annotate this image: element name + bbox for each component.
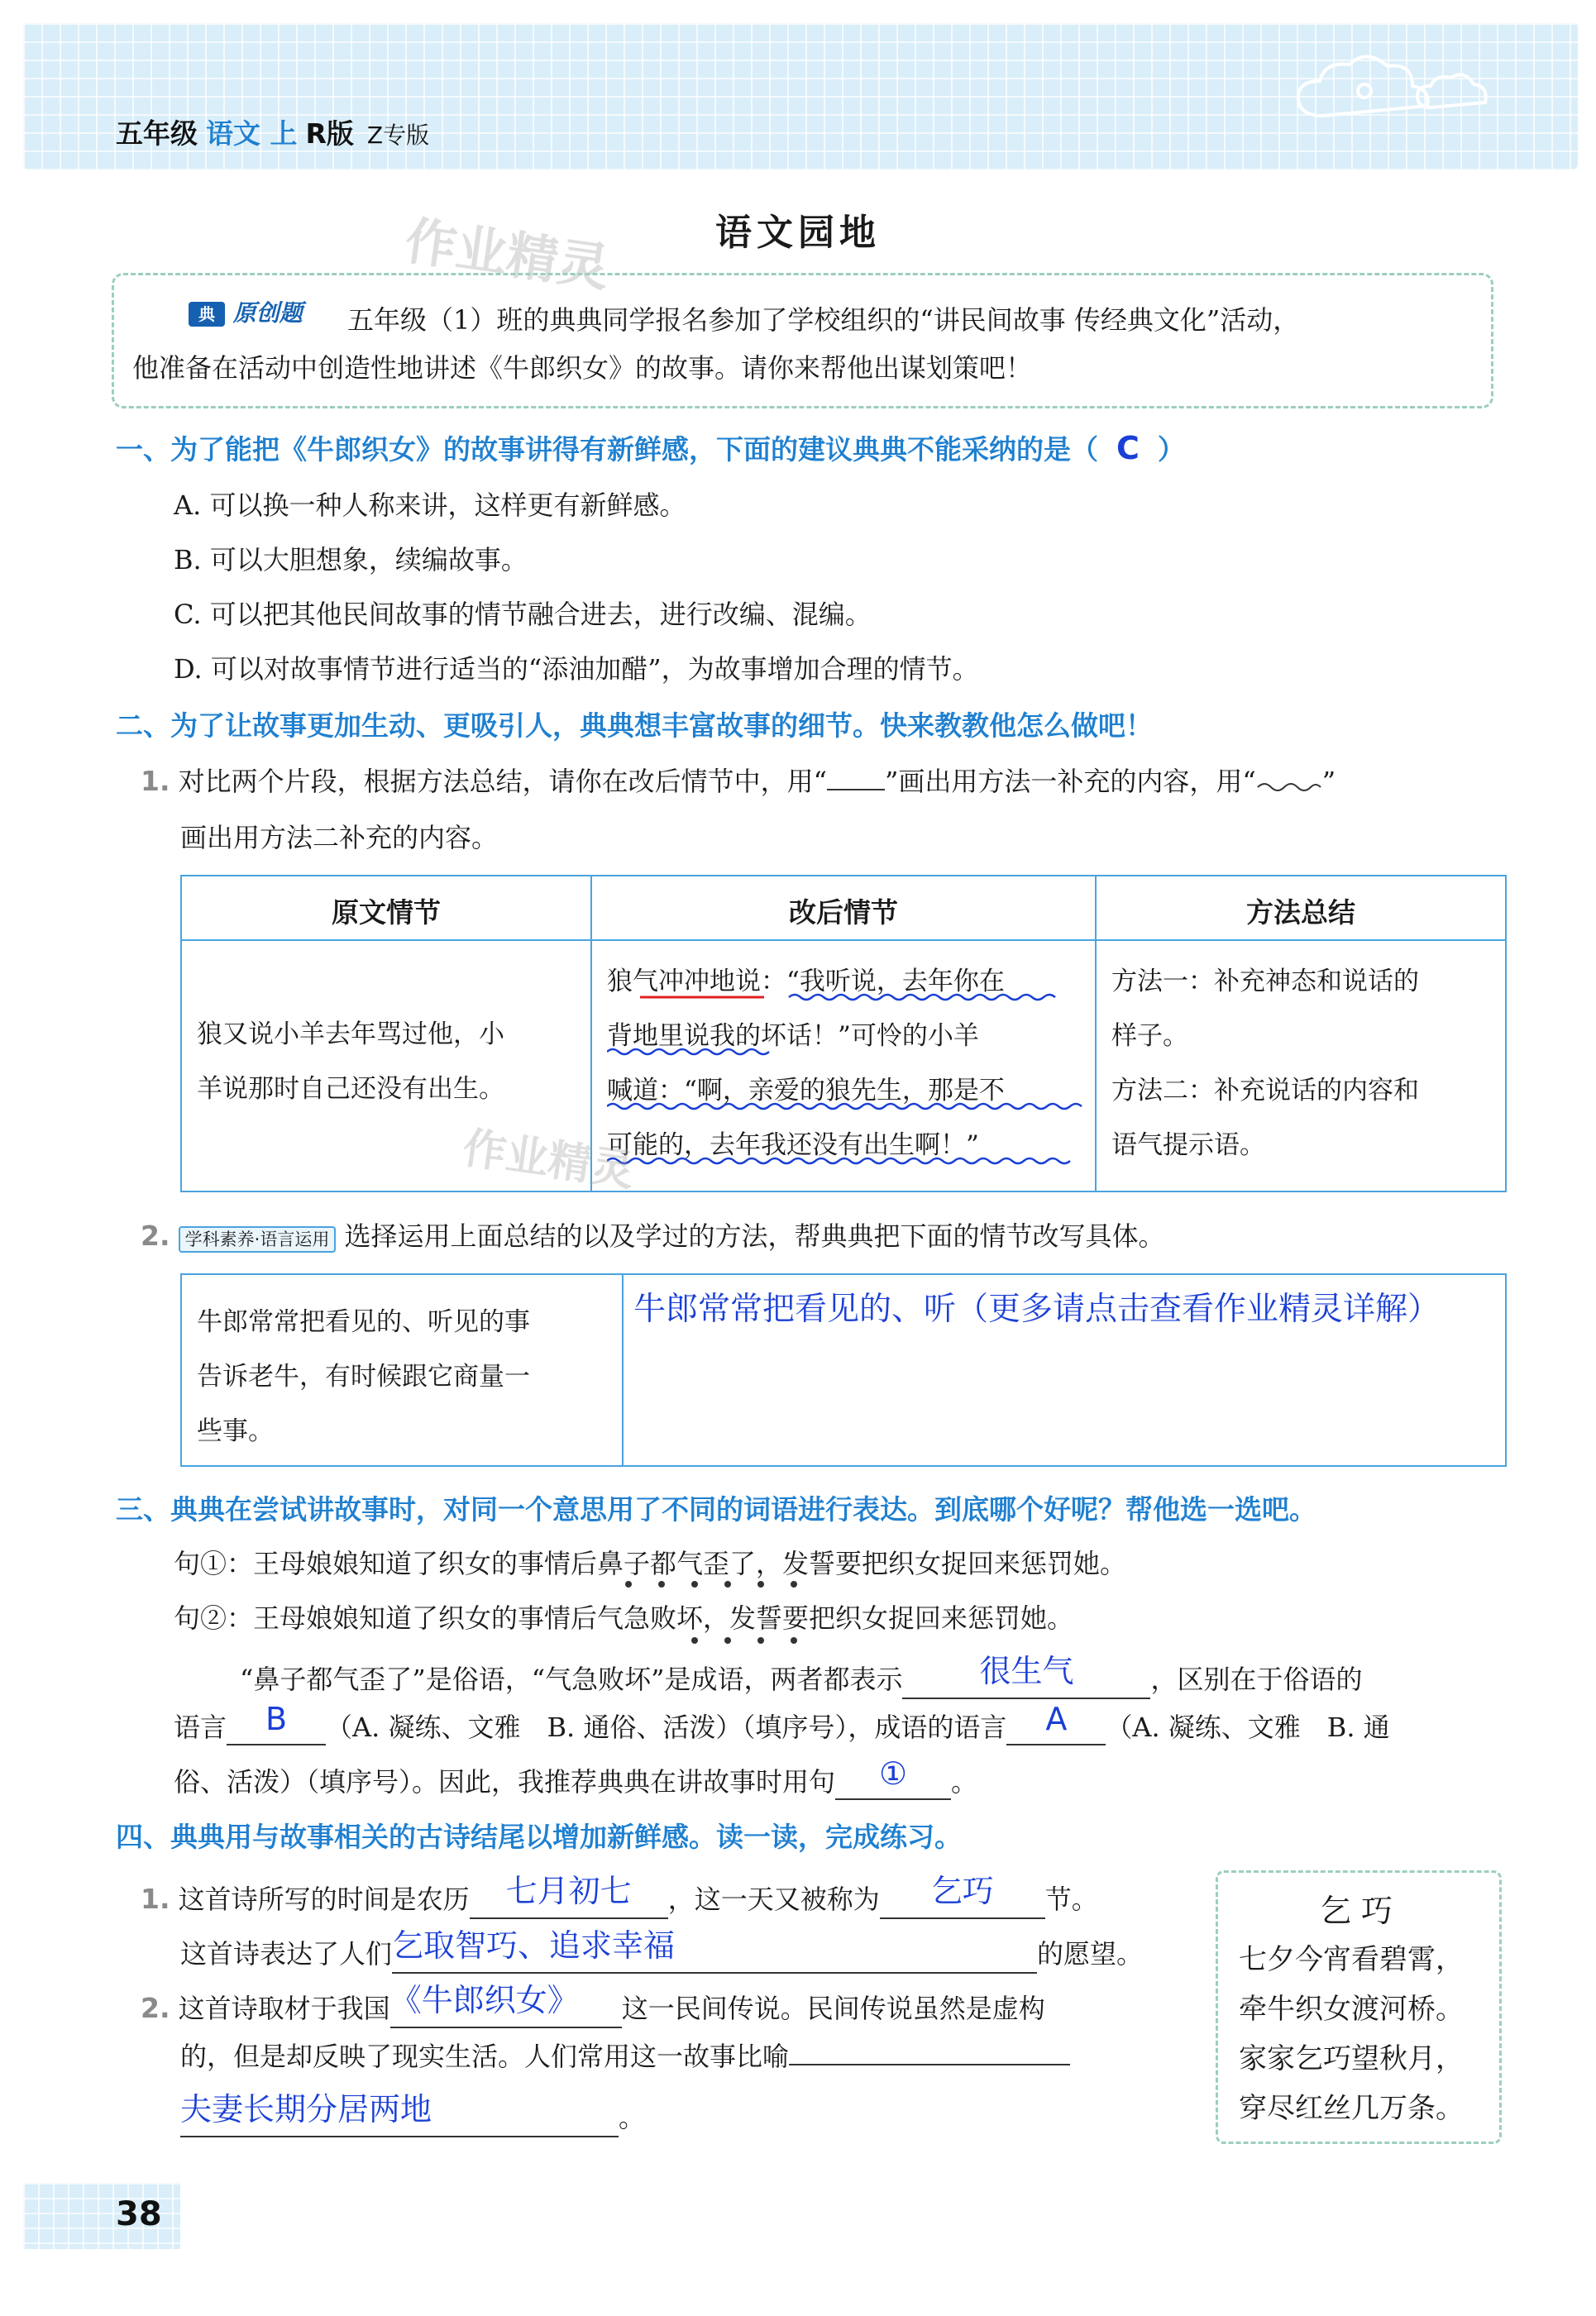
- section-4-heading: 四、典典用与故事相关的古诗结尾以增加新鲜感。读一读，完成练习。: [116, 1821, 962, 1853]
- sentence-1: 句①：王母娘娘知道了织女的事情后鼻子都气歪了，发誓要把织女捉回来惩罚她。: [174, 1548, 1127, 1579]
- wavy-line-mark: [1256, 777, 1322, 794]
- section-3-para-3: [174, 1755, 978, 1800]
- s4-q2-text-c: 的，但是却反映了现实生活。人们常用这一故事比喻: [180, 2041, 790, 2072]
- p1-text-a: “鼻子都气歪了”是俗语，“气急败坏”是成语，两者都表示: [240, 1664, 903, 1695]
- table-divider: [622, 1275, 624, 1465]
- s4-q1-text-a: 这首诗所写的时间是农历: [178, 1884, 470, 1915]
- option-c: C. 可以把其他民间故事的情节融合进去，进行改编、混编。: [174, 599, 872, 630]
- method-2-wave: [607, 1049, 769, 1054]
- method-line: 方法二：补充说话的内容和: [1111, 1076, 1419, 1105]
- method-line: 语气提示语。: [1111, 1130, 1265, 1160]
- answer-marks: [607, 954, 1095, 1177]
- option-b: B. 可以大胆想象，续编故事。: [174, 544, 528, 575]
- poem-title: 乞 巧: [1319, 1893, 1393, 1929]
- s4-q1-text-b: ，这一天又被称为: [667, 1884, 880, 1915]
- poem-line: 家家乞巧望秋月，: [1239, 2042, 1464, 2075]
- original-cell: [197, 1007, 504, 1116]
- intro-line-1: 五年级（1）班的典典同学报名参加了学校组织的“讲民间故事 传经典文化”活动，: [347, 304, 1300, 336]
- p1-text-b: ，区别在于俗语的: [1150, 1664, 1363, 1695]
- method-2-wave: [789, 995, 1055, 1000]
- section-4-q2-line1: [141, 1981, 1045, 2028]
- page-title: 语文园地: [715, 212, 881, 254]
- answer-blank-7: [392, 1927, 1037, 1974]
- header-method: 方法总结: [1246, 896, 1355, 929]
- section-1-heading: [116, 428, 1185, 467]
- answer-9: 夫妻长期分居两地: [180, 2091, 432, 2127]
- poem-line: 牵牛织女渡河桥。: [1239, 1993, 1464, 2026]
- rewrite-original-line: 些事。: [197, 1416, 274, 1446]
- section-4-q1-line1: [141, 1872, 1098, 1919]
- revised-line: 喊道：“啊，亲爱的狼先生，那是不: [607, 1076, 1005, 1105]
- section-3-para-2: [174, 1701, 1390, 1745]
- answer-blank-4: [835, 1755, 951, 1800]
- q1-text-a: 对比两个片段，根据方法总结，请你在改后情节中，用“: [178, 766, 828, 797]
- answer-7: 乞取智巧、追求幸福: [392, 1927, 676, 1964]
- method-line: 方法一：补充神态和说话的: [1111, 967, 1419, 996]
- intro-line-2: 他准备在活动中创造性地讲述《牛郎织女》的故事。请你来帮他出谋划策吧！: [132, 352, 1033, 384]
- answer-3: A: [1045, 1701, 1068, 1737]
- section-3-heading: 三、典典在尝试讲故事时，对同一个意思用了不同的词语进行表达。到底哪个好呢？帮他选一选吧。: [116, 1493, 1316, 1526]
- method-2-wave: [607, 1104, 1082, 1109]
- rewrite-answer: 牛郎常常把看见的、听（更多请点击查看作业精灵详解）: [633, 1291, 1441, 1328]
- emphasis-dots: [595, 1579, 843, 1645]
- watermark: 作业精灵: [460, 1123, 638, 1197]
- section-1-heading-text: 一、为了能把《牛郎织女》的故事讲得有新鲜感，下面的建议典典不能采纳的是（: [116, 433, 1098, 466]
- answer-1: 很生气: [979, 1653, 1074, 1689]
- answer-blank-9: [180, 2090, 619, 2137]
- section-3-para-1: [240, 1652, 1362, 1699]
- q2-number: 2.: [141, 1220, 170, 1252]
- s4-q1-number: 1.: [141, 1883, 170, 1915]
- p3-text-a: 俗、活泼）（填序号）。因此，我推荐典典在讲故事时用句: [174, 1766, 836, 1798]
- s4-q1-text-c: 节。: [1044, 1884, 1098, 1915]
- rewrite-original-line: 告诉老牛，有时候跟它商量一: [197, 1362, 530, 1392]
- original-line: 羊说那时自己还没有出生。: [197, 1074, 504, 1104]
- watermark: 作业精灵: [401, 210, 614, 298]
- s4-q2-text-d: 。: [619, 2102, 646, 2133]
- badge-icon: 典: [189, 302, 225, 327]
- answer-blank-5: [470, 1872, 668, 1919]
- header-title: [116, 112, 429, 151]
- revised-line: 可能的，去年我还没有出生啊！”: [607, 1130, 979, 1160]
- answer-8: 《牛郎织女》: [389, 1982, 579, 2018]
- s4-q1-text-e: 的愿望。: [1037, 1938, 1144, 1970]
- header-original: 原文情节: [332, 896, 441, 929]
- s4-q1-text-d: 这首诗表达了人们: [180, 1938, 393, 1970]
- method-line: 样子。: [1111, 1021, 1188, 1051]
- section-2-q1-line1: [141, 761, 1336, 799]
- answer-6: 乞巧: [930, 1873, 994, 1909]
- straight-line-mark: [827, 789, 885, 790]
- s4-q2-text-a: 这首诗取材于我国: [178, 1993, 390, 2024]
- method-2-wave: [607, 1158, 1070, 1163]
- section-2-q2: [141, 1215, 1165, 1254]
- answer-blank-8: [390, 1981, 622, 2028]
- poem-line: 七夕今宵看碧霄，: [1239, 1943, 1464, 1976]
- s4-q2-number: 2.: [141, 1992, 170, 2024]
- section-1-close: ）: [1157, 433, 1185, 466]
- answer-blank-3: [1006, 1701, 1106, 1745]
- section-4-q2-line2: [180, 2036, 1070, 2074]
- option-d: D. 可以对故事情节进行适当的“添油加醋”，为故事增加合理的情节。: [174, 653, 979, 685]
- original-line: 狼又说小羊去年骂过他，小: [197, 1020, 504, 1049]
- option-a: A. 可以换一种人称来讲，这样更有新鲜感。: [174, 489, 686, 521]
- q1-number: 1.: [141, 765, 170, 797]
- original-question-badge: [189, 295, 303, 328]
- s4-q2-text-b: 这一民间传说。民间传说虽然是虚构: [621, 1993, 1045, 2024]
- badge-label: 原创题: [232, 299, 303, 327]
- p2-text-a: 语言: [174, 1712, 227, 1743]
- answer-blank-1: [902, 1652, 1150, 1699]
- q2-tag: 学科素养·语言运用: [179, 1226, 337, 1253]
- revised-line: 狼气冲冲地说：“我听说，去年你在: [607, 967, 1005, 996]
- zedition-label: Z专版: [366, 122, 430, 149]
- header-revised: 改后情节: [789, 896, 898, 929]
- section-4-q1-line2: [180, 1927, 1143, 1974]
- section-1-answer: C: [1116, 430, 1140, 466]
- intro-box: [112, 273, 1493, 408]
- section-4-q2-line3: [180, 2090, 645, 2137]
- method-cell: [1111, 954, 1419, 1172]
- grade-label: 五年级: [116, 117, 198, 150]
- comparison-table: [180, 875, 1507, 1192]
- answer-blank-6: [880, 1872, 1045, 1919]
- revised-line: 背地里说我的坏话！”可怜的小羊: [607, 1021, 979, 1051]
- cloud-icon: [1273, 50, 1538, 132]
- p2-text-c: （A. 凝练、文雅 B. 通: [1106, 1712, 1390, 1743]
- q1-text-c: ”: [1321, 766, 1336, 797]
- p2-text-b: （A. 凝练、文雅 B. 通俗、活泼）（填序号），成语的语言: [326, 1712, 1007, 1743]
- answer-blank-9a: [789, 2064, 1070, 2065]
- rewrite-original-cell: [197, 1295, 530, 1459]
- answer-5: 七月初七: [505, 1873, 632, 1909]
- section-2-q1-line2: 画出用方法二补充的内容。: [180, 822, 499, 853]
- answer-blank-2: [227, 1701, 326, 1745]
- poem-line: 穿尽红丝几万条。: [1239, 2092, 1464, 2125]
- q2-text: 选择运用上面总结的以及学过的方法，帮典典把下面的情节改写具体。: [344, 1220, 1165, 1252]
- answer-2: B: [265, 1701, 288, 1737]
- section-2-heading: 二、为了让故事更加生动、更吸引人，典典想丰富故事的细节。快来教教他怎么做吧！: [116, 709, 1153, 742]
- page-number: 38: [116, 2195, 162, 2233]
- rewrite-table: [180, 1273, 1507, 1467]
- sentence-2: 句②：王母娘娘知道了织女的事情后气急败坏，发誓要把织女捉回来惩罚她。: [174, 1602, 1074, 1634]
- subject-label: 语文 上: [206, 117, 298, 150]
- q1-text-b: ”画出用方法一补充的内容，用“: [885, 766, 1256, 797]
- rewrite-original-line: 牛郎常常把看见的、听见的事: [197, 1307, 530, 1337]
- edition-label: R版: [305, 117, 354, 150]
- answer-4: ①: [878, 1755, 908, 1792]
- p3-text-b: 。: [951, 1766, 978, 1798]
